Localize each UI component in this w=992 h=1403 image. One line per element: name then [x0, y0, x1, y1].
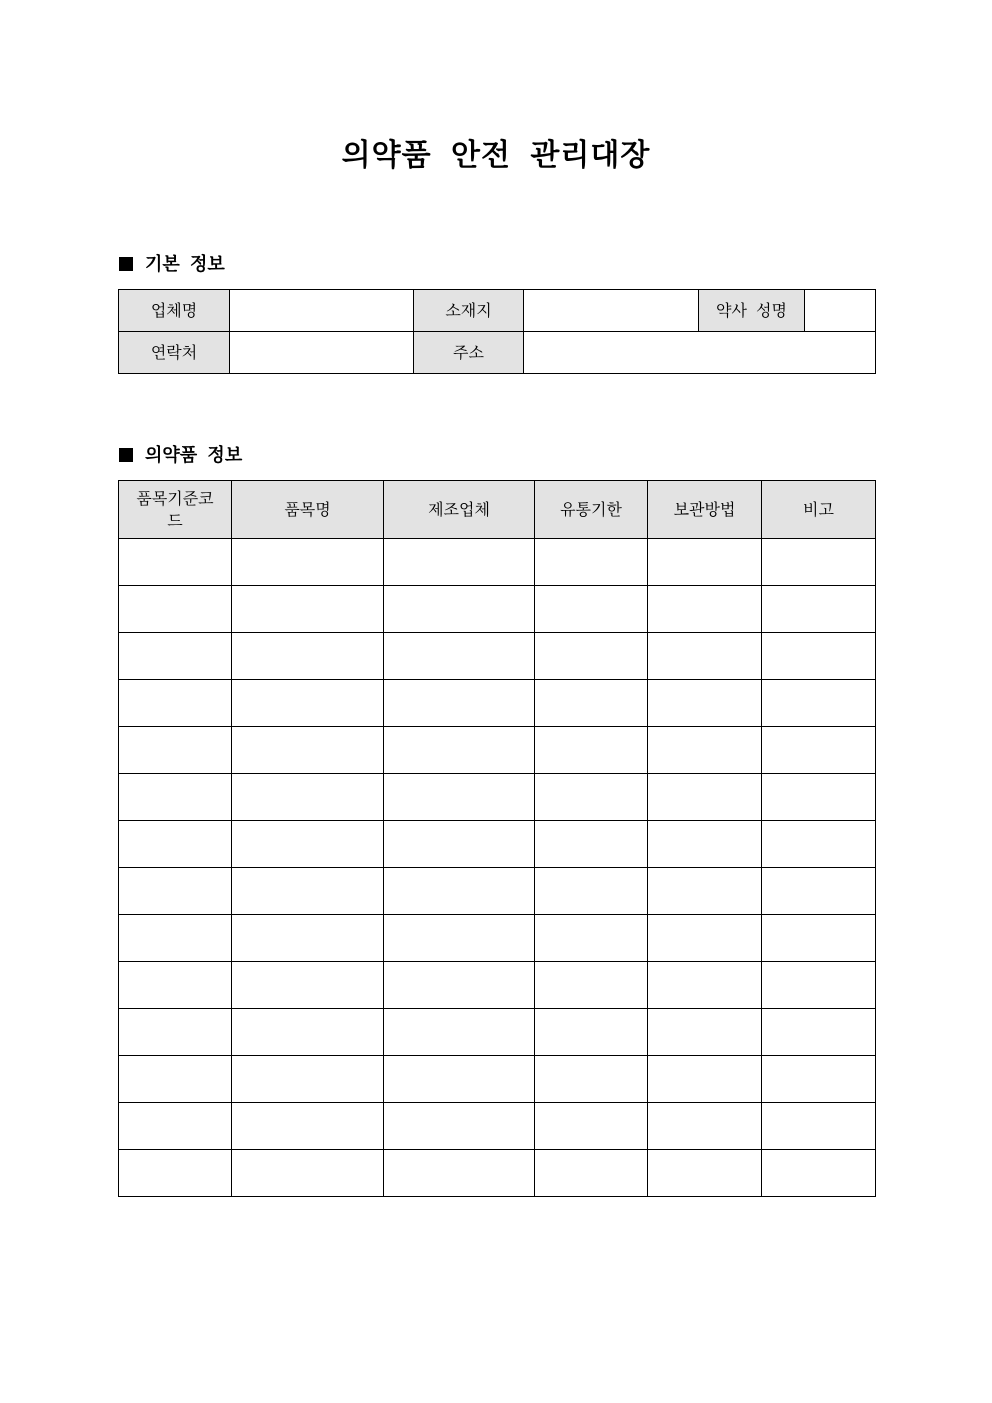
table-row	[119, 680, 876, 727]
remarks-cell[interactable]	[762, 633, 876, 680]
expiry-date-cell[interactable]	[535, 915, 648, 962]
item-code-cell[interactable]	[119, 868, 232, 915]
expiry-date-cell[interactable]	[535, 821, 648, 868]
expiry-date-cell[interactable]	[535, 1009, 648, 1056]
manufacturer-cell[interactable]	[384, 633, 535, 680]
remarks-cell[interactable]	[762, 1056, 876, 1103]
table-row	[119, 1009, 876, 1056]
storage-method-cell[interactable]	[648, 1009, 762, 1056]
storage-method-cell[interactable]	[648, 586, 762, 633]
table-row	[119, 1103, 876, 1150]
item-name-cell[interactable]	[232, 1103, 384, 1150]
expiry-date-cell[interactable]	[535, 1056, 648, 1103]
square-bullet-icon	[119, 257, 133, 271]
item-code-cell[interactable]	[119, 1056, 232, 1103]
manufacturer-cell[interactable]	[384, 962, 535, 1009]
remarks-cell[interactable]	[762, 727, 876, 774]
manufacturer-cell[interactable]	[384, 586, 535, 633]
address-field[interactable]	[524, 332, 876, 374]
remarks-cell[interactable]	[762, 915, 876, 962]
drug-info-header-row	[119, 481, 876, 539]
remarks-cell[interactable]	[762, 962, 876, 1009]
item-name-cell[interactable]	[232, 821, 384, 868]
expiry-date-cell[interactable]	[535, 1150, 648, 1197]
item-code-cell[interactable]	[119, 539, 232, 586]
manufacturer-cell[interactable]	[384, 1009, 535, 1056]
storage-method-cell[interactable]	[648, 539, 762, 586]
storage-method-cell[interactable]	[648, 1150, 762, 1197]
table-row	[119, 1056, 876, 1103]
drug-info-heading	[119, 444, 242, 468]
item-name-cell[interactable]	[232, 633, 384, 680]
table-row	[119, 633, 876, 680]
company-name-label: 업체명	[119, 290, 230, 332]
expiry-date-cell[interactable]	[535, 1103, 648, 1150]
column-header-storage-method: 보관방법	[648, 481, 762, 539]
item-name-cell[interactable]	[232, 1009, 384, 1056]
table-row	[119, 1150, 876, 1197]
address-label: 주소	[414, 332, 524, 374]
column-header-remarks: 비고	[762, 481, 876, 539]
expiry-date-cell[interactable]	[535, 539, 648, 586]
expiry-date-cell[interactable]	[535, 727, 648, 774]
item-code-cell[interactable]	[119, 586, 232, 633]
column-header-item-code: 품목기준코드	[119, 481, 232, 539]
expiry-date-cell[interactable]	[535, 774, 648, 821]
storage-method-cell[interactable]	[648, 633, 762, 680]
storage-method-cell[interactable]	[648, 727, 762, 774]
storage-method-cell[interactable]	[648, 1103, 762, 1150]
remarks-cell[interactable]	[762, 868, 876, 915]
table-row	[119, 539, 876, 586]
remarks-cell[interactable]	[762, 821, 876, 868]
table-row	[119, 586, 876, 633]
basic-info-heading-text: 기본 정보	[145, 254, 225, 275]
remarks-cell[interactable]	[762, 774, 876, 821]
item-name-cell[interactable]	[232, 680, 384, 727]
storage-method-cell[interactable]	[648, 1056, 762, 1103]
table-row	[119, 774, 876, 821]
remarks-cell[interactable]	[762, 1103, 876, 1150]
pharmacist-name-label: 약사 성명	[699, 290, 805, 332]
storage-method-cell[interactable]	[648, 868, 762, 915]
storage-method-cell[interactable]	[648, 962, 762, 1009]
pharmacist-name-field[interactable]	[805, 290, 876, 332]
table-row	[119, 915, 876, 962]
storage-method-cell[interactable]	[648, 821, 762, 868]
column-header-manufacturer: 제조업체	[384, 481, 535, 539]
item-code-cell[interactable]	[119, 774, 232, 821]
item-name-cell[interactable]	[232, 962, 384, 1009]
expiry-date-cell[interactable]	[535, 868, 648, 915]
remarks-cell[interactable]	[762, 539, 876, 586]
item-name-cell[interactable]	[232, 539, 384, 586]
item-name-cell[interactable]	[232, 915, 384, 962]
item-code-cell[interactable]	[119, 821, 232, 868]
company-name-field[interactable]	[230, 290, 414, 332]
table-row	[119, 962, 876, 1009]
item-code-cell[interactable]	[119, 1103, 232, 1150]
item-name-cell[interactable]	[232, 727, 384, 774]
storage-method-cell[interactable]	[648, 915, 762, 962]
basic-info-table	[118, 289, 876, 374]
expiry-date-cell[interactable]	[535, 586, 648, 633]
column-header-item-name: 품목명	[232, 481, 384, 539]
manufacturer-cell[interactable]	[384, 821, 535, 868]
remarks-cell[interactable]	[762, 586, 876, 633]
manufacturer-cell[interactable]	[384, 727, 535, 774]
manufacturer-cell[interactable]	[384, 774, 535, 821]
item-name-cell[interactable]	[232, 1150, 384, 1197]
item-code-cell[interactable]	[119, 915, 232, 962]
item-code-cell[interactable]	[119, 633, 232, 680]
item-name-cell[interactable]	[232, 1056, 384, 1103]
item-name-cell[interactable]	[232, 868, 384, 915]
manufacturer-cell[interactable]	[384, 1103, 535, 1150]
manufacturer-cell[interactable]	[384, 1056, 535, 1103]
basic-info-row-1	[119, 290, 876, 332]
remarks-cell[interactable]	[762, 1009, 876, 1056]
contact-label: 연락처	[119, 332, 230, 374]
table-row	[119, 868, 876, 915]
storage-method-cell[interactable]	[648, 774, 762, 821]
manufacturer-cell[interactable]	[384, 680, 535, 727]
expiry-date-cell[interactable]	[535, 680, 648, 727]
document-title: 의약품 안전 관리대장	[341, 138, 651, 173]
manufacturer-cell[interactable]	[384, 868, 535, 915]
remarks-cell[interactable]	[762, 680, 876, 727]
square-bullet-icon	[119, 448, 133, 462]
item-code-cell[interactable]	[119, 727, 232, 774]
storage-method-cell[interactable]	[648, 680, 762, 727]
item-code-cell[interactable]	[119, 1150, 232, 1197]
expiry-date-cell[interactable]	[535, 633, 648, 680]
drug-info-body	[119, 539, 876, 1197]
manufacturer-cell[interactable]	[384, 539, 535, 586]
basic-info-row-2	[119, 332, 876, 374]
drug-info-heading-text: 의약품 정보	[145, 445, 243, 466]
table-row	[119, 727, 876, 774]
item-name-cell[interactable]	[232, 774, 384, 821]
contact-field[interactable]	[230, 332, 414, 374]
location-label: 소재지	[414, 290, 524, 332]
item-code-cell[interactable]	[119, 1009, 232, 1056]
table-row	[119, 821, 876, 868]
column-header-expiry-date: 유통기한	[535, 481, 648, 539]
item-name-cell[interactable]	[232, 586, 384, 633]
drug-info-table	[118, 480, 876, 1197]
manufacturer-cell[interactable]	[384, 915, 535, 962]
location-field[interactable]	[524, 290, 699, 332]
manufacturer-cell[interactable]	[384, 1150, 535, 1197]
item-code-cell[interactable]	[119, 680, 232, 727]
expiry-date-cell[interactable]	[535, 962, 648, 1009]
item-code-cell[interactable]	[119, 962, 232, 1009]
basic-info-heading	[119, 253, 225, 277]
remarks-cell[interactable]	[762, 1150, 876, 1197]
